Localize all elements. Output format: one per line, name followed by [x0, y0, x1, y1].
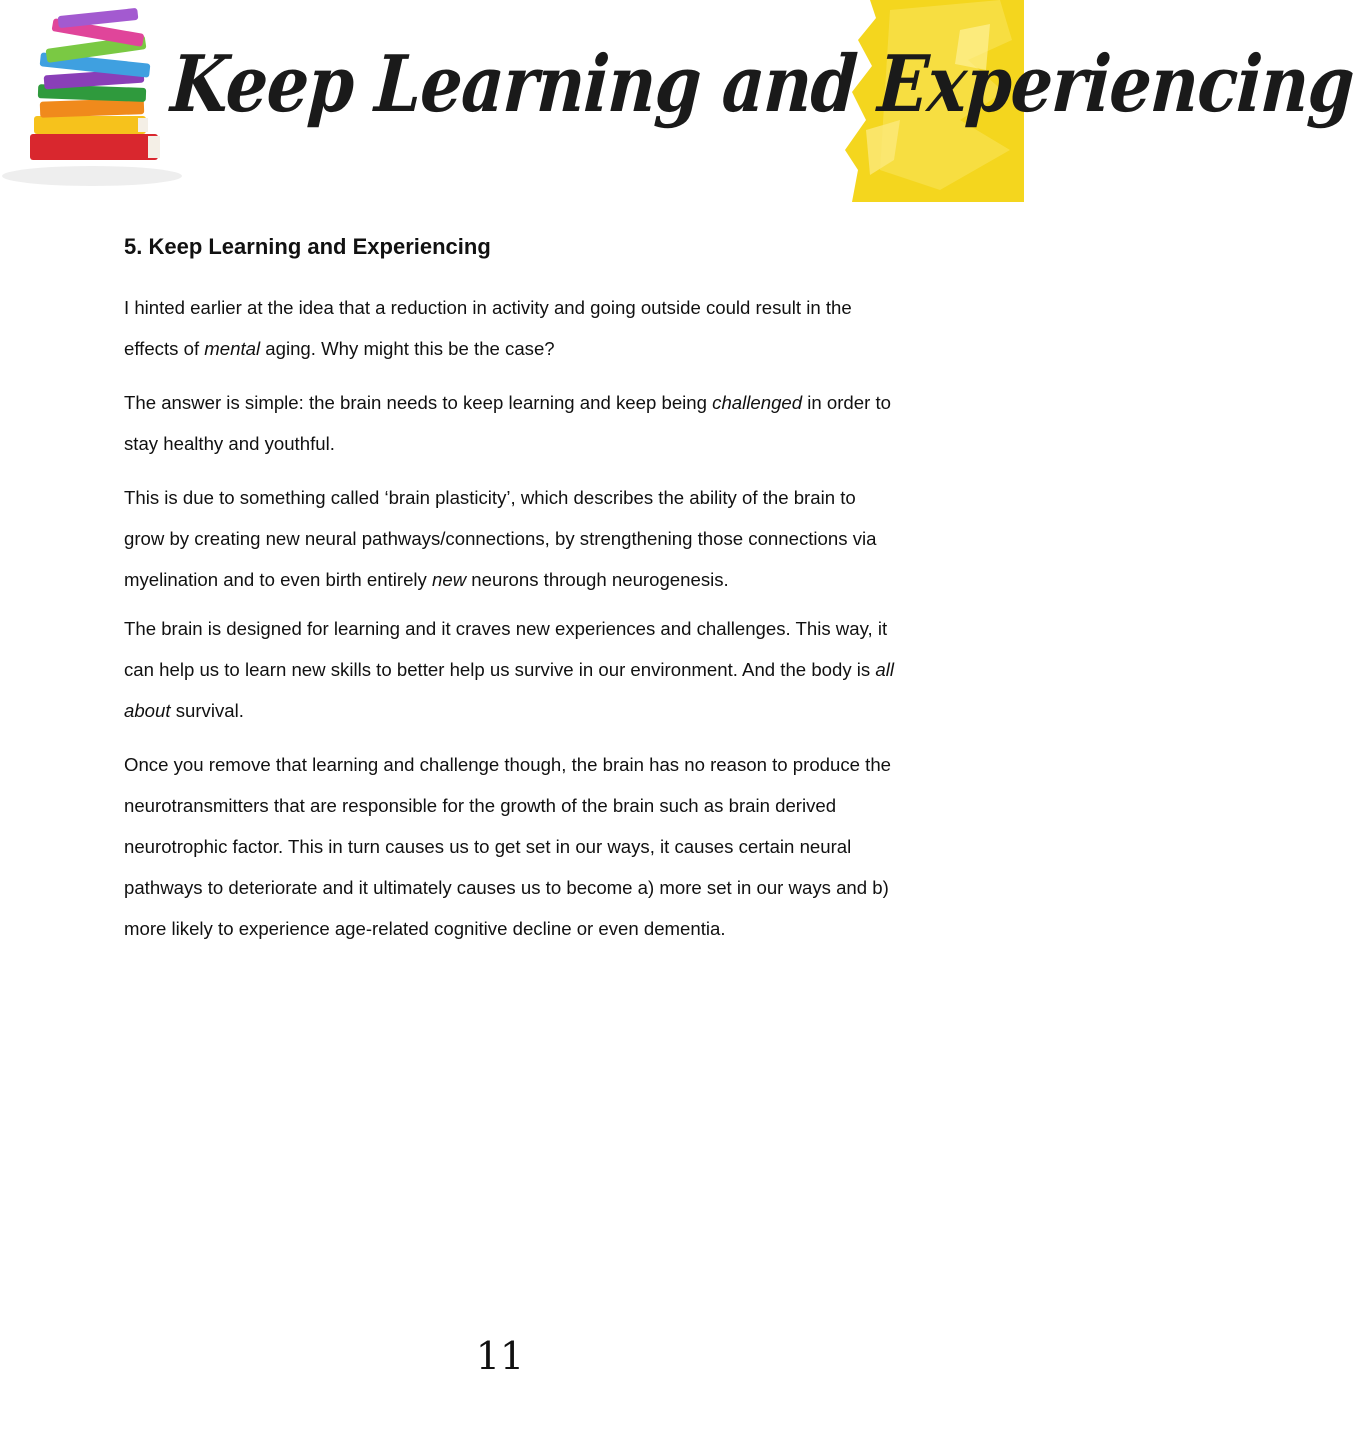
- paragraph-1: [124, 287, 894, 369]
- paragraph-4: [124, 608, 894, 731]
- paragraph-2-text-b: in order to stay healthy and youthful.: [124, 392, 891, 454]
- paragraph-3-emphasis: new: [432, 569, 467, 590]
- paragraph-2: [124, 382, 894, 464]
- header-banner: [0, 0, 1356, 202]
- page-number: 11: [475, 1334, 525, 1378]
- book-stack-icon: [2, 8, 182, 186]
- paragraph-2-emphasis: challenged: [712, 392, 803, 413]
- paragraph-5: Once you remove that learning and challenge though, the brain has no reason to produce the neurotransmitters that are responsible for the growth of the brain such as brain derived neurotrophic factor. This in turn causes us to get set in our ways, it causes certain neural pathways to deteriorate and it ultimately causes us to become a) more set in our ways and b) more likely to experience age-related cognitive decline or even dementia.: [124, 754, 892, 939]
- paragraph-3-text-a: This is due to something called ‘brain plasticity’, which describes the ability of the brain to grow by creating new neural pathways/connections, by strengthening those connections via myelination and to even birth entirely: [124, 487, 877, 590]
- paragraph-2-text-a: The answer is simple: the brain needs to keep learning and keep being: [124, 392, 713, 413]
- paragraph-3: [124, 477, 894, 600]
- banner-title: Keep Learning and Experiencing: [168, 38, 1356, 131]
- page-content: [124, 230, 894, 962]
- paragraph-4-text-a: The brain is designed for learning and it craves new experiences and challenges. This way, it can help us to learn new skills to better help us survive in our environment. And the body is: [124, 618, 888, 680]
- paragraph-1-text-b: aging. Why might this be the case?: [260, 338, 555, 359]
- paragraph-1-emphasis: mental: [204, 338, 261, 359]
- paragraph-4-text-b: survival.: [170, 700, 244, 721]
- paragraph-3-text-b: neurons through neurogenesis.: [466, 569, 729, 590]
- section-heading: 5. Keep Learning and Experiencing: [124, 234, 491, 259]
- paragraph-4-emphasis: all about: [124, 659, 895, 721]
- paragraph-1-text-a: I hinted earlier at the idea that a reduction in activity and going outside could result in the effects of: [124, 297, 852, 359]
